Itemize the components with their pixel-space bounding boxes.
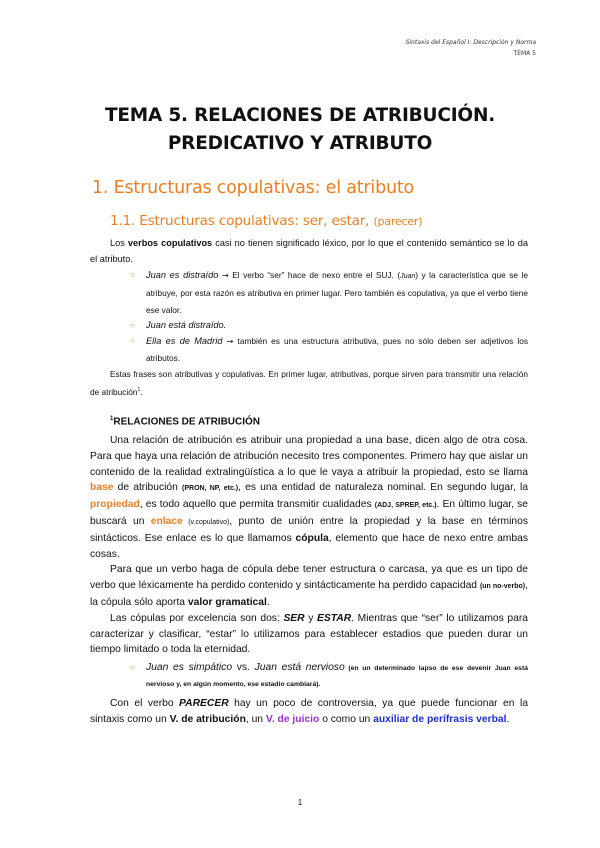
paragraph-relacion: Una relación de atribución es atribuir una propiedad a una base, dicen algo de otra cosa. Para que haya una relación de atribución necesito tres componentes. Primero hay que aislar un contenido de la realidad extralingüística a lo que le vaya a atribuir la propiedad, esto se llama base de atribución (PRON, NP, etc.), es una entidad de naturaleza nominal. En segundo lugar, la propiedad, es todo aquello que permita transmitir cualidades (ADJ, SPREP, etc.). En último lugar, se buscará un enlace (v.copulativo), punto de unión entre la propiedad y la base en términos sintácticos. Ese enlace es lo que llamamos cópula, elemento que hace de nexo entre ambas cosas. bbox=[90, 435, 529, 560]
bullet-circle-icon: ○ bbox=[130, 336, 135, 346]
reference-heading: $^1$RELACIONES DE ATRIBUCIÓN bbox=[110, 416, 261, 428]
relaciones-block bbox=[90, 433, 528, 728]
intro-paragraph: Los verbos copulativos casi no tienen significado léxico, por lo que el contenido semántico se lo da el atributo. bbox=[90, 238, 529, 264]
paragraph-ser-estar: Las cópulas por excelencia son dos: SER y ESTAR. Mientras que “ser” lo utilizamos para caracterizar y clasificar, “estar” lo utilizamos para establecer estadios que pueden durar un tiempo limitado o toda la eternidad. bbox=[90, 612, 528, 656]
paragraph-parecer: Con el verbo PARECER hay un poco de controversia, ya que puede funcionar en la sintaxis como un V. de atribución, un V. de juicio o como un auxiliar de perífrasis verbal. bbox=[90, 698, 528, 725]
section-heading-1-1: 1.1. Estructuras copulativas: ser, estar, (parecer) bbox=[110, 213, 423, 229]
list-item: ○ Juan está distraído. bbox=[90, 318, 528, 334]
list-item: ○ Juan es distraído → El verbo “ser” hace de nexo entre el SUJ. (Juan) y la característica que se le atribuye, por esta razón es atributiva en primer lugar. Pero también es copulativa, ya que el verbo tiene ese valor. bbox=[90, 267, 528, 318]
bullet-circle-icon: ○ bbox=[130, 270, 135, 280]
bullet-circle-icon: ○ bbox=[130, 663, 135, 673]
list-item: ○ Juan es simpático vs. Juan está nervioso (en un determinado lapso de ese devenir Juan está nervioso y, en algún momento, ese estadio cambiará). bbox=[130, 662, 529, 689]
paragraph-copula: Para que un verbo haga de cópula debe tener estructura o carcasa, ya que es un tipo de verbo que léxicamente ha perdido contenido y sintácticamente ha perdido capacidad (un no-verbo), la cópula sólo aporta valor gramatical. bbox=[90, 564, 528, 608]
intro-block bbox=[90, 236, 528, 400]
section-heading-1: 1. Estructuras copulativas: el atributo bbox=[92, 178, 415, 198]
list-item: ○ Ella es de Madrid → también es una estructura atributiva, pues no sólo deben ser adjetivos los atributos. bbox=[90, 333, 528, 365]
closing-paragraph: Estas frases son atributivas y copulativas. En primer lugar, atributivas, porque sirven para transmitir una relación de atribución$^1$. bbox=[90, 368, 528, 397]
running-header-course: Sintaxis del Español I: Descripción y Norma bbox=[405, 39, 536, 46]
document-title-line1: TEMA 5. RELACIONES DE ATRIBUCIÓN. bbox=[104, 105, 496, 126]
document-title-line2: PREDICATIVO Y ATRIBUTO bbox=[167, 133, 433, 154]
running-header-topic: TEMA 5 bbox=[513, 50, 536, 57]
page-number: 1 bbox=[297, 798, 303, 807]
bullet-circle-icon: ○ bbox=[130, 320, 135, 330]
